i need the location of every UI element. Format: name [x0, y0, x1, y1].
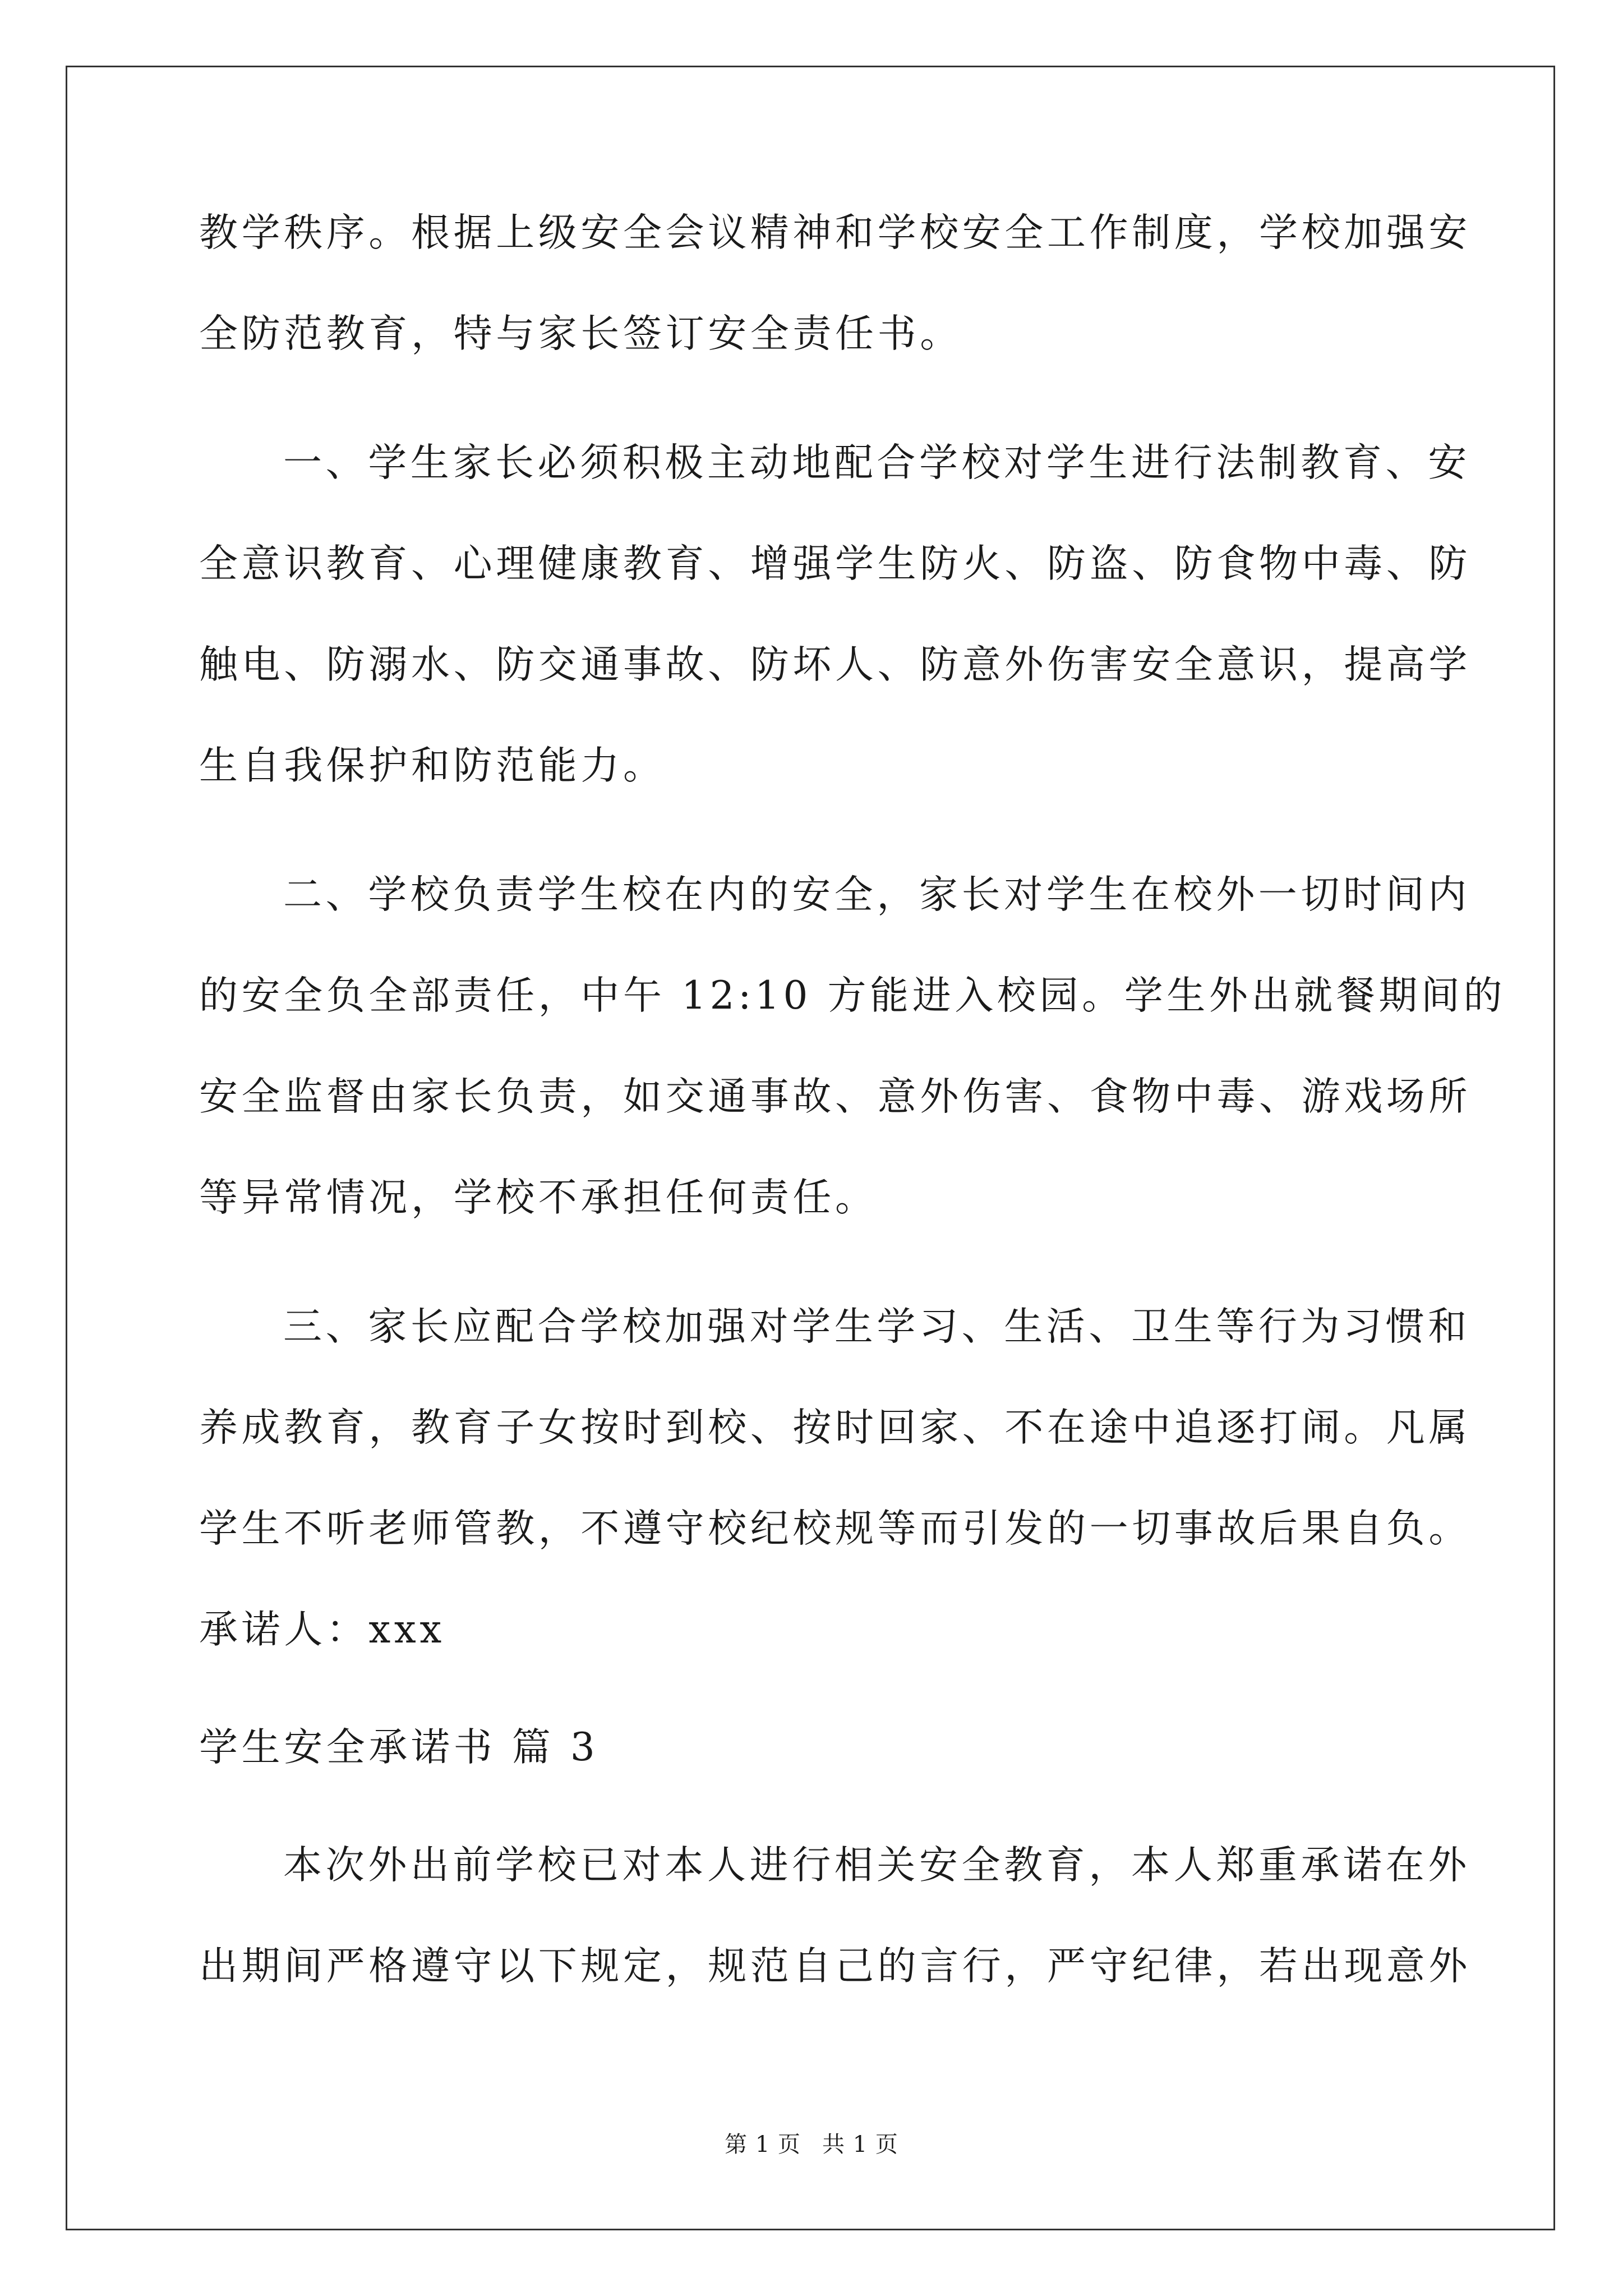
text-line: 安全监督由家长负责，如交通事故、意外伤害、食物中毒、游戏场所 — [199, 1074, 1471, 1119]
page-number: 第 1 页 — [725, 2132, 801, 2157]
text-line: 全意识教育、心理健康教育、增强学生防火、防盗、防食物中毒、防 — [199, 541, 1471, 586]
text-line: 学生不听老师管教，不遵守校纪校规等而引发的一切事故后果自负。 — [199, 1506, 1471, 1551]
text-line: 生自我保护和防范能力。 — [199, 743, 666, 788]
text-line: 养成教育，教育子女按时到校、按时回家、不在途中追逐打闹。凡属 — [199, 1405, 1471, 1450]
paragraph-start-line: 三、家长应配合学校加强对学生学习、生活、卫生等行为习惯和 — [283, 1304, 1470, 1349]
section-heading: 学生安全承诺书 篇 3 — [199, 1725, 599, 1770]
paragraph-start-line: 本次外出前学校已对本人进行相关安全教育，本人郑重承诺在外 — [283, 1843, 1470, 1888]
page-footer — [0, 2131, 1623, 2159]
page-total: 共 1 页 — [822, 2132, 898, 2157]
text-line: 出期间严格遵守以下规定，规范自己的言行，严守纪律，若出现意外 — [199, 1944, 1471, 1989]
text-line: 全防范教育，特与家长签订安全责任书。 — [199, 311, 962, 356]
page-border — [66, 66, 1555, 2230]
text-line: 触电、防溺水、防交通事故、防坏人、防意外伤害安全意识，提高学 — [199, 642, 1471, 687]
text-line: 教学秩序。根据上级安全会议精神和学校安全工作制度，学校加强安 — [199, 210, 1471, 255]
paragraph-start-line: 一、学生家长必须积极主动地配合学校对学生进行法制教育、安 — [283, 440, 1470, 485]
signature-line: 承诺人：xxx — [199, 1607, 445, 1652]
text-line: 等异常情况，学校不承担任何责任。 — [199, 1175, 878, 1220]
text-line: 的安全负全部责任，中午 12:10 方能进入校园。学生外出就餐期间的 — [199, 973, 1506, 1018]
paragraph-start-line: 二、学校负责学生校在内的安全，家长对学生在校外一切时间内 — [283, 872, 1470, 917]
